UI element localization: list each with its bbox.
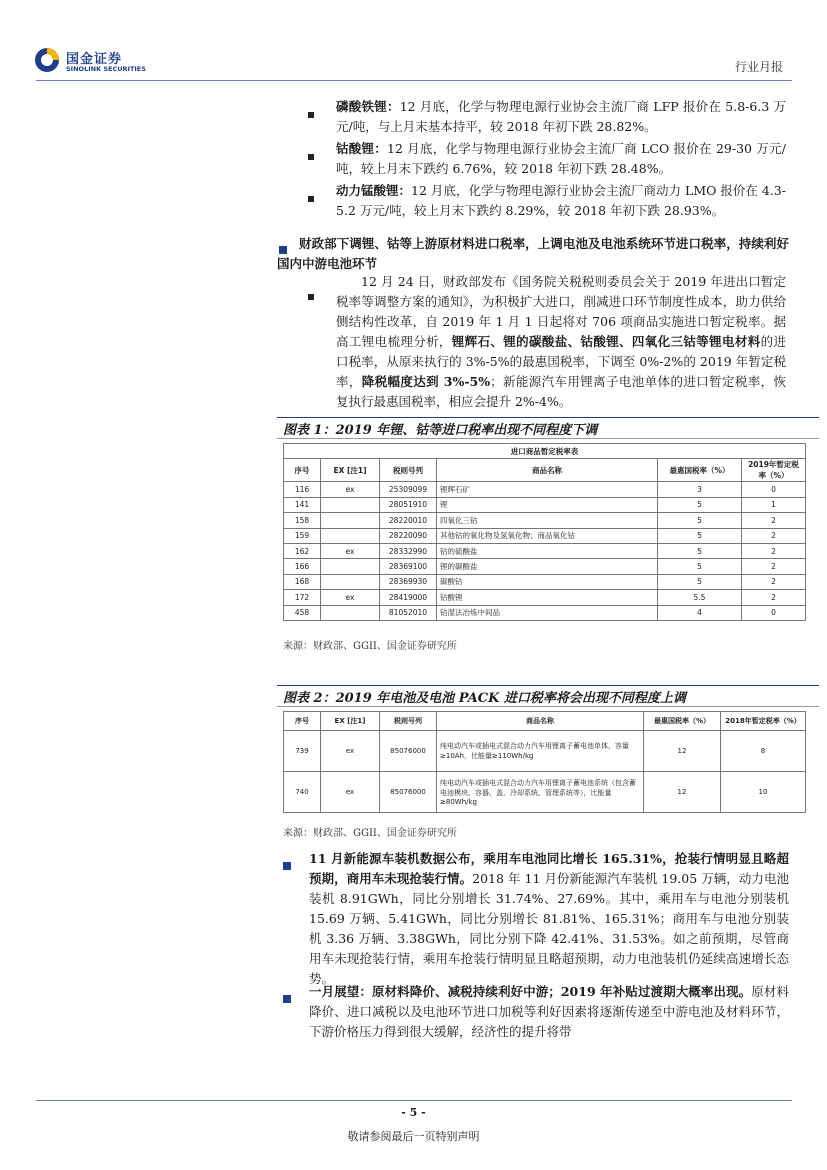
table-cell: 2 <box>742 574 806 589</box>
table-cell: 740 <box>284 772 321 813</box>
figure-top-rule <box>277 685 819 686</box>
figure-title-rule <box>277 438 819 439</box>
logo-english-name: SINOLINK SECURITIES <box>66 65 146 73</box>
logo-chinese-name: 国金证券 <box>66 52 123 67</box>
text-run: 2018 年 11 月份新能源汽车装机 19.05 万辆，动力电池装机 8.91GWh，同比分别增长 31.74%、27.69%。其中，乘用车与电池分别装机 15.69 万辆、5.41GWh，同比分别增长 81.81%、165.31%；商用车与电池分别装机 3.36 万辆、3.38GWh，同比分别下降 42.41%、31.53%。如之前预期，尽管商用车未现抢装行情，乘用车抢装行情明显且略超预期，动力电池装机仍延续高速增长态势。 <box>309 871 789 986</box>
column-header: 最惠国税率（%） <box>644 712 721 731</box>
table-cell: 锂辉石矿 <box>437 482 658 497</box>
table-cell: 2 <box>742 513 806 528</box>
table-cell: 钴湿法冶炼中间品 <box>437 605 658 620</box>
table-row <box>284 772 806 813</box>
table-cell <box>321 559 380 574</box>
disclaimer-note: 敬请参阅最后一页特别声明 <box>347 1130 480 1143</box>
bullet-square <box>308 285 314 304</box>
table-cell: 8 <box>721 731 806 772</box>
table-cell: 2 <box>742 590 806 605</box>
header-divider <box>36 80 792 81</box>
table-cell <box>321 497 380 512</box>
table-cell: 458 <box>284 605 321 620</box>
table-cell: 166 <box>284 559 321 574</box>
table-row <box>284 574 806 589</box>
table-cell: 5 <box>658 543 742 558</box>
table-row <box>284 482 806 497</box>
table-row <box>284 543 806 558</box>
column-header: 税则号列 <box>380 712 437 731</box>
column-header: 商品名称 <box>437 459 658 482</box>
table-cell: ex <box>321 731 380 772</box>
table-cell: 116 <box>284 482 321 497</box>
table-row <box>284 590 806 605</box>
text-run: 12 月 24 日，财政部发布《国务院关税税则委员会关于 2019 年进出口暂定税率等调整方案的通知》，为积极扩大进口，削减进口环节制度性成本，助力供给侧结构性改革，自 2019 年 1 月 1 日起将对 706 项商品实施进口暂定税率。据高工锂电梳理分析， <box>336 274 786 349</box>
table-cell: 85076000 <box>380 731 437 772</box>
table-cell: ex <box>321 543 380 558</box>
table-cell: 0 <box>742 605 806 620</box>
table-cell: 2 <box>742 528 806 543</box>
table-cell: 25309099 <box>380 482 437 497</box>
price-text: 12 月底，化学与物理电源行业协会主流厂商动力 LMO 报价在 4.3-5.2 万元/吨，较上月末下跌约 8.29%，较 2018 年初下跌 28.93%。 <box>336 183 786 218</box>
text-run-bold: 11 月新能源车装机数据公布，乘用车电池同比增长 165.31%，抢装行情明显且略超预期，商用车未现抢装行情。 <box>309 851 789 886</box>
text-run: 的进口税率，从原来执行的 3%-5%的最惠国税率，下调至 0%-2%的 2019 年暂定税率， <box>336 334 786 389</box>
column-header: 序号 <box>284 459 321 482</box>
table-cell: 1 <box>742 497 806 512</box>
table-cell <box>321 513 380 528</box>
table-cell: 2 <box>742 559 806 574</box>
column-header: 序号 <box>284 712 321 731</box>
table-cell: 2 <box>742 543 806 558</box>
page-number: - 5 - <box>401 1106 426 1119</box>
column-header: 商品名称 <box>437 712 644 731</box>
column-header: EX [注1] <box>321 712 380 731</box>
table-cell <box>321 528 380 543</box>
table-cell: 5 <box>658 528 742 543</box>
text-run-bold: 降税幅度达到 3%-5% <box>361 374 491 389</box>
bullet-square-large <box>283 855 291 874</box>
figure2-title: 图表 2：2019 年电池及电池 PACK 进口税率将会出现不同程度上调 <box>283 691 686 706</box>
table-cell: 其他钴的氧化物及氢氧化物；商品氧化钴 <box>437 528 658 543</box>
column-header: EX [注1] <box>321 459 380 482</box>
text-run-bold: 锂辉石、锂的碳酸盐、钴酸锂、四氧化三钴等锂电材料 <box>451 334 761 349</box>
text-run: 原材料降价、进口减税以及电池环节进口加税等利好因素将逐渐传递至中游电池及材料环节，下游价格压力得到很大缓解，经济性的提升将带 <box>309 984 789 1039</box>
price-label: 钴酸锂： <box>336 141 388 156</box>
price-item-lco <box>336 139 786 179</box>
price-text: 12 月底，化学与物理电源行业协会主流厂商 LFP 报价在 5.8-6.3 万元/吨，与上月末基本持平，较 2018 年初下跌 28.82%。 <box>336 99 786 134</box>
bullet-square <box>308 187 314 206</box>
figure1-title: 图表 1：2019 年锂、钴等进口税率出现不同程度下调 <box>283 423 598 438</box>
footer-divider <box>36 1100 792 1101</box>
table-cell: 10 <box>721 772 806 813</box>
figure2-source: 来源：财政部、GGII、国金证券研究所 <box>283 828 457 839</box>
table-row <box>284 731 806 772</box>
table-header-row <box>284 459 806 482</box>
bullet-square <box>308 103 314 122</box>
table-cell: 81052010 <box>380 605 437 620</box>
column-header: 2018年暂定税率（%） <box>721 712 806 731</box>
table-cell: 141 <box>284 497 321 512</box>
price-label: 动力锰酸锂： <box>336 183 412 198</box>
report-type: 行业月报 <box>734 60 783 74</box>
text-run-bold: 一月展望：原材料降价、减税持续利好中游；2019 年补贴过渡期大概率出现。 <box>309 984 752 999</box>
table-cell: ex <box>321 772 380 813</box>
table-cell: 3 <box>658 482 742 497</box>
table-cell: 0 <box>742 482 806 497</box>
table-cell: 5 <box>658 497 742 512</box>
table-row <box>284 605 806 620</box>
table-cell: 12 <box>644 731 721 772</box>
table-cell: 钴酸锂 <box>437 590 658 605</box>
table-cell: 28369100 <box>380 559 437 574</box>
column-header: 最惠国税率（%） <box>658 459 742 482</box>
table-cell: 28220010 <box>380 513 437 528</box>
table-cell: 纯电动汽车或插电式混合动力汽车用锂离子蓄电池单体，容量≥10Ah，比能量≥110Wh/kg <box>437 731 644 772</box>
figure1-source: 来源：财政部、GGII、国金证券研究所 <box>283 641 457 652</box>
figure-top-rule <box>277 417 819 418</box>
bullet-square-large <box>283 988 291 1007</box>
import-tariff-table-2 <box>283 711 806 813</box>
text-run: ；新能源汽车用锂离子电池单体的进口暂定税率，恢复执行最惠国税率，相应会提升 2%-4%。 <box>336 374 786 409</box>
table-row <box>284 528 806 543</box>
table-cell: 钴的硫酸盐 <box>437 543 658 558</box>
table-cell: 碳酸钴 <box>437 574 658 589</box>
table-cell: 162 <box>284 543 321 558</box>
table-cell: 28419000 <box>380 590 437 605</box>
table-cell: 5 <box>658 559 742 574</box>
table-cell: 锂的碳酸盐 <box>437 559 658 574</box>
table-cell: ex <box>321 590 380 605</box>
table-row <box>284 559 806 574</box>
price-item-lfp <box>336 97 786 137</box>
price-item-lmo <box>336 181 786 221</box>
table-cell: 172 <box>284 590 321 605</box>
table-cell: 168 <box>284 574 321 589</box>
table-title: 进口商品暂定税率表 <box>284 444 806 459</box>
import-tariff-table-1 <box>283 443 806 621</box>
bullet-square <box>308 145 314 164</box>
section-heading-tax: 财政部下调锂、钴等上游原材料进口税率，上调电池及电池系统环节进口税率，持续利好国内中游电池环节 <box>277 236 789 271</box>
table-cell: 28051910 <box>380 497 437 512</box>
table-row <box>284 497 806 512</box>
table-row <box>284 513 806 528</box>
price-text: 12 月底，化学与物理电源行业协会主流厂商 LCO 报价在 29-30 万元/吨，较上月末下跌约 6.76%，较 2018 年初下跌 28.48%。 <box>336 141 786 176</box>
table-cell: 4 <box>658 605 742 620</box>
table-cell: 5 <box>658 513 742 528</box>
table-cell: 5.5 <box>658 590 742 605</box>
table-cell: 28369930 <box>380 574 437 589</box>
table-cell: 28332990 <box>380 543 437 558</box>
logo-mark-icon <box>34 47 60 73</box>
column-header: 税则号列 <box>380 459 437 482</box>
table-cell: 158 <box>284 513 321 528</box>
table-cell: 85076000 <box>380 772 437 813</box>
price-label: 磷酸铁锂： <box>336 99 400 114</box>
table-cell <box>321 574 380 589</box>
table-cell: 锂 <box>437 497 658 512</box>
table-header-row <box>284 712 806 731</box>
figure-title-rule <box>277 706 819 707</box>
table-cell: 纯电动汽车或插电式混合动力汽车用锂离子蓄电池系统（包含蓄电池模块、容器、盖、冷却系统、管理系统等），比能量≥80Wh/kg <box>437 772 644 813</box>
section-paragraph-tax <box>336 272 786 412</box>
table-cell <box>321 605 380 620</box>
table-cell: 5 <box>658 574 742 589</box>
section-paragraph-outlook <box>309 982 789 1042</box>
table-cell: 159 <box>284 528 321 543</box>
company-logo <box>34 47 164 75</box>
table-cell: 739 <box>284 731 321 772</box>
column-header: 2019年暂定税率（%） <box>742 459 806 482</box>
table-cell: 12 <box>644 772 721 813</box>
table-cell: 四氧化三钴 <box>437 513 658 528</box>
table-cell: 28220090 <box>380 528 437 543</box>
table-cell: ex <box>321 482 380 497</box>
section-paragraph-ev-installs <box>309 849 789 989</box>
